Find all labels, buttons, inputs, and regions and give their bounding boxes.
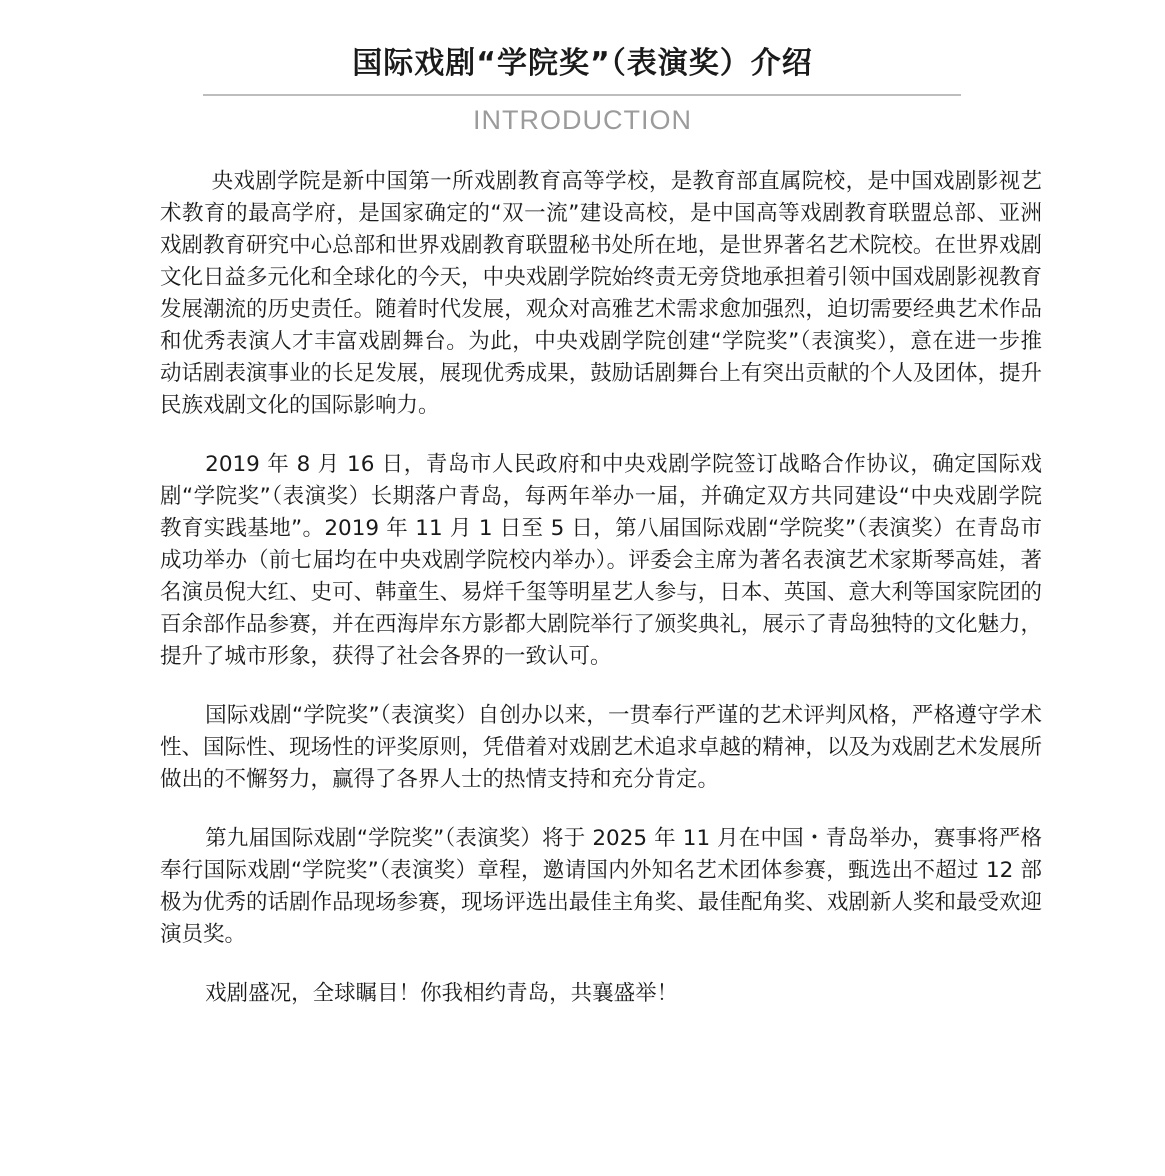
paragraph-ninth-edition: 第九届国际戏剧“学院奖”（表演奖）将于 2025 年 11 月在中国・青岛举办，赛事将严格奉行国际戏剧“学院奖”（表演奖）章程，邀请国内外知名艺术团体参赛，甄选出不超过 12 部极为优秀的话剧作品现场参赛，现场评选出最佳主角奖、最佳配角奖、戏剧新人奖和最受欢迎演员奖。	[160, 826, 1042, 947]
page-subtitle: INTRODUCTION	[473, 105, 692, 135]
paragraph-history: 2019 年 8 月 16 日，青岛市人民政府和中央戏剧学院签订战略合作协议，确定国际戏剧“学院奖”（表演奖）长期落户青岛，每两年举办一届，并确定双方共同建设“中央戏剧学院教育实践基地”。2019 年 11 月 1 日至 5 日，第八届国际戏剧“学院奖”（表演奖）在青岛市成功举办（前七届均在中央戏剧学院校内举办）。评委会主席为著名表演艺术家斯琴高娃，著名演员倪大红、史可、韩童生、易烊千玺等明星艺人参与，日本、英国、意大利等国家院团的百余部作品参赛，并在西海岸东方影都大剧院举行了颁奖典礼，展示了青岛独特的文化魅力，提升了城市形象，获得了社会各界的一致认可。	[160, 452, 1042, 669]
paragraph-intro: 央戏剧学院是新中国第一所戏剧教育高等学校，是教育部直属院校，是中国戏剧影视艺术教育的最高学府，是国家确定的“双一流”建设高校，是中国高等戏剧教育联盟总部、亚洲戏剧教育研究中心总部和世界戏剧教育联盟秘书处所在地，是世界著名艺术院校。在世界戏剧文化日益多元化和全球化的今天，中央戏剧学院始终责无旁贷地承担着引领中国戏剧影视教育发展潮流的历史责任。随着时代发展，观众对高雅艺术需求愈加强烈，迫切需要经典艺术作品和优秀表演人才丰富戏剧舞台。为此，中央戏剧学院创建“学院奖”（表演奖），意在进一步推动话剧表演事业的长足发展，展现优秀成果，鼓励话剧舞台上有突出贡献的个人及团体，提升民族戏剧文化的国际影响力。	[160, 169, 1042, 418]
paragraph-principles: 国际戏剧“学院奖”（表演奖）自创办以来，一贯奉行严谨的艺术评判风格，严格遵守学术性、国际性、现场性的评奖原则，凭借着对戏剧艺术追求卓越的精神，以及为戏剧艺术发展所做出的不懈努力，赢得了各界人士的热情支持和充分肯定。	[160, 703, 1042, 792]
page-title: 国际戏剧“学院奖”（表演奖）介绍	[352, 46, 813, 81]
title-divider	[203, 94, 961, 96]
article-body	[160, 166, 1042, 1037]
paragraph-closing: 戏剧盛况，全球瞩目！你我相约青岛，共襄盛举！	[205, 981, 679, 1006]
